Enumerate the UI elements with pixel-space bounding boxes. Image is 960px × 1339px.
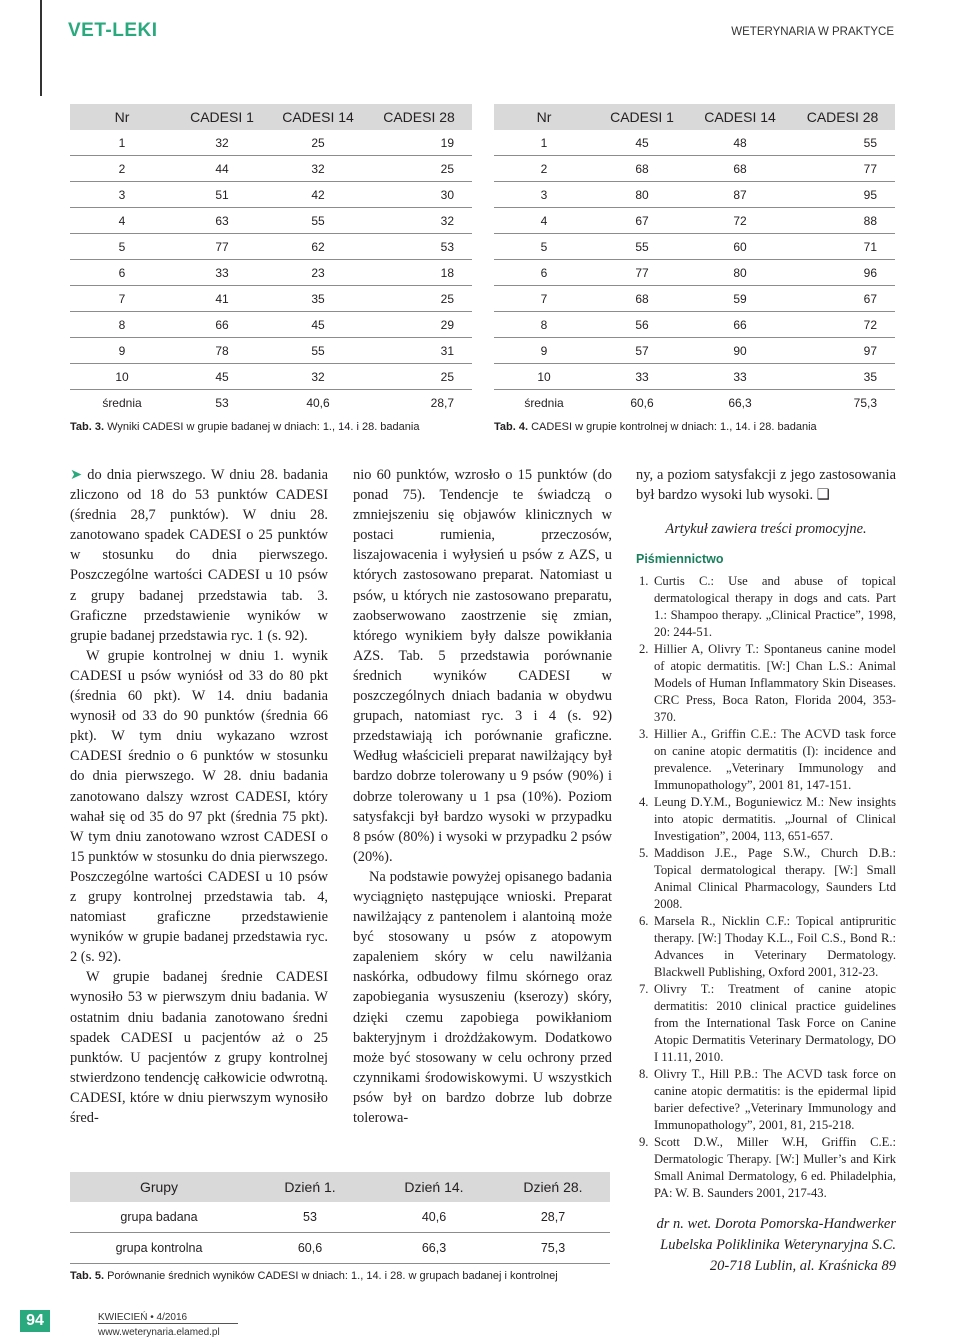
table-row [70,130,472,156]
paragraph: Na podstawie powyżej opisanego badania wyciągnięto następujące wnioski. Preparat nawilżający z pantenolem i alantoiną może być stosowany u psów z atopowym zapaleniem skóry w celu nawilżania naskórka, odbudowy filmu skórnego oraz zapobiegania wysuszeniu (kserozy) skóry, dzięki czemu zapobiega powikłaniom bakteryjnym i drożdżakowym. Dodatkowo może być stosowany w celu ochrony przed czynnikami środowiskowymi. U wszystkich psów był on bardzo dobrze lub dobrze tolerowa- [353,868,612,1126]
column-header: CADESI 28 [366,104,472,130]
table-cell: 57 [594,338,690,364]
reference-text: Maddison J.E., Page S.W., Church D.B.: Topical dermatological therapy. [W:] Small Animal Clinical Pharmacology, Saunders Ltd 2008. [654,846,896,912]
reference-text: Olivry T., Hill P.B.: The ACVD task force on canine atopic dermatitis: is the epidermal lipid barier defective? „Veterinary Immunology and Immunopathology”, 2001, 81, 215-218. [654,1067,896,1133]
reference-item [636,641,896,726]
column-header: CADESI 1 [174,104,270,130]
table-row [70,182,472,208]
reference-text: Scott D.W., Miller W.H, Griffin C.E.: Dermatologic Therapy. [W:] Muller’s and Kirk Small Animal Dermatology, 6 ed. Philadelphia, PA: W. B. Saunders 2001, 217-43. [654,1135,896,1201]
table-cell: 29 [366,312,472,338]
reference-number: 1. [639,574,649,589]
table-cell: 55 [594,234,690,260]
table-cell: 67 [790,286,895,312]
reference-item [636,845,896,913]
table-cell: 88 [790,208,895,234]
text-column-1 [70,465,328,1128]
reference-item [636,573,896,641]
table-cell: 48 [690,130,790,156]
reference-text: Leung D.Y.M., Boguniewicz M.: New insights into atopic dermatitis. „Journal of Clinical Investigation”, 2004, 113, 651-657. [654,795,896,844]
table-cell: 67 [594,208,690,234]
table-cell: 97 [790,338,895,364]
table-cell: 18 [366,260,472,286]
reference-text: Hillier A, Olivry T.: Spontaneus canine model of atopic dermatitis. [W:] Chan L.S.: Animal Models of Human Inflammatory Skin Diseases. CRC Press, Boca Raton, Florida 2004, 353-370. [654,642,896,725]
table-row [70,234,472,260]
header-rule [40,0,42,96]
table-cell: 7 [70,286,174,312]
table-cell: 28,7 [496,1202,610,1233]
reference-number: 7. [639,982,649,997]
table-cell: 4 [494,208,594,234]
table-cell: grupa badana [70,1202,248,1233]
author-name: dr n. wet. Dorota Pomorska-Handwerker [656,1216,896,1233]
issue-label: KWIECIEŃ • 4/2016 [98,1312,188,1323]
table-cell: 75,3 [853,395,877,410]
table-cell: 55 [270,208,366,234]
table-cell: 25 [366,286,472,312]
paragraph: W grupie kontrolnej w dniu 1. wynik CADESI u psów wyniósł od 33 do 80 pkt (średnia 60 pkt). W 14. dniu badania wynosił od 33 do 90 punktów (średnia 66 pkt). W tym dniu wykazano wzrost CADESI średnio o 6 punktów w stosunku do dnia pierwszego. W 28. dniu badania zanotowano dalszy wzrost CADESI, który wahał się od 35 do 97 pkt (średnia 75 pkt). W tym dniu zanotowano wzrost CADESI o 15 punktów w stosunku do dnia pierwszego. Poszczególne wartości CADESI u 10 psów z grupy kontrolnej przedstawia tab. 4, natomiast graficzne przedstawienie wyników w grupie badanej przedstawia ryc. 2 (s. 92). [70,647,328,966]
reference-number: 3. [639,727,649,742]
column-header: CADESI 14 [270,104,366,130]
table-cell: 96 [790,260,895,286]
table-cell: 35 [270,286,366,312]
reference-text: Marsela R., Nicklin C.F.: Topical antipruritic therapy. [W:] Thoday K.L., Foil C.S., Bond R.: Advances in Veterinary Dermatology. Blackwell Publishing, Oxford 2001, 312-23. [654,914,896,980]
table-cell: 35 [790,364,895,390]
paragraph: nio 60 punktów, wzrosło o 15 punktów (do ponad 75). Tendencje te świadczą o zmniejszeniu się objawów klinicznych w postaci rumienia, przeczosów, liszajowacenia i wyłysień u psów z AZS, u których zastosowano preparat. Natomiast u psów, u których nie zastosowano preparatu, zaobserwowano zaostrzenie się zmian, którego wynikiem były dalsze powikłania AZS. Tab. 5 przedstawia porównanie średnich wyników CADESI w poszczególnych dniach badania w obydwu grupach, natomiast ryc. 3 i 4 (s. 92) przedstawiają ich porównanie graficzne. Według właścicieli preparat nawilżający był bardzo dobrze tolerowany u 9 psów (90%) i dobrze tolerowany u 1 psa (10%). Poziom satysfakcji był bardzo wysoki w przypadku 8 psów (80%) i wysoki w przypadku 2 psów (20%). [353,467,612,865]
table-cell: 60 [690,234,790,260]
table5-block [70,1172,610,1282]
table-cell: 31 [366,338,472,364]
table-cell: 40,6 [306,395,330,410]
table-cell: 53 [366,234,472,260]
table-cell: 33 [174,260,270,286]
table-row [70,1233,610,1264]
table-cell: 51 [174,182,270,208]
reference-number: 2. [639,642,649,657]
website-url: www.weterynaria.elamed.pl [98,1327,220,1338]
reference-item [636,726,896,794]
table3-block [70,104,472,433]
table-cell: 25 [366,156,472,182]
table-cell: 1 [494,130,594,156]
references-title: Piśmiennictwo [636,552,724,567]
table-cell: 32 [270,364,366,390]
table-row [494,260,895,286]
table-row [494,234,895,260]
brand-title: VET-LEKI [68,20,158,41]
table-cell: 25 [366,364,472,390]
reference-item [636,981,896,1066]
table-row [70,390,472,416]
table-row [494,338,895,364]
table-cell: 33 [594,364,690,390]
table-cell: 23 [270,260,366,286]
text-column-2 [353,465,612,1128]
table-cell: 80 [690,260,790,286]
table-row [494,312,895,338]
reference-text: Hillier A., Griffin C.E.: The ACVD task force on canine atopic dermatitis (I): incidence and prevalence. „Veterinary Immunology and Immunopathology”, 2001 81, 147-151. [654,727,896,793]
table-cell: 60,6 [248,1233,372,1264]
author-address: 20-718 Lublin, al. Kraśnicka 89 [709,1258,896,1275]
table5-caption: Tab. 5. Porównanie średnich wyników CADESI w dniach: 1., 14. i 28. w grupach badanej i kontrolnej [70,1270,558,1282]
table-cell: 55 [270,338,366,364]
table-cell: 1 [70,130,174,156]
column-header: CADESI 1 [594,104,690,130]
table-cell: 42 [270,182,366,208]
table-cell: 45 [594,130,690,156]
table-cell: 77 [594,260,690,286]
table-cell: średnia [102,395,142,410]
table-cell: średnia [524,395,564,410]
table-cell: 66 [690,312,790,338]
table-cell: grupa kontrolna [70,1233,248,1264]
table-cell: 68 [594,286,690,312]
reference-text: Olivry T.: Treatment of canine atopic dermatitis: 2010 clinical practice guidelines from the International Task Force on Canine Atopic Dermatitis Veterinary Dermatology, DO I 11.11, 2010. [654,982,896,1065]
table-row [494,156,895,182]
table-cell: 10 [494,364,594,390]
table-header-row [70,104,472,130]
table-header-row [494,104,895,130]
table-cell: 95 [790,182,895,208]
table-cell: 59 [690,286,790,312]
author-block [636,1214,896,1277]
table-cell: 75,3 [496,1233,610,1264]
table-row [70,338,472,364]
table-cell: 53 [215,395,229,410]
table-row [494,130,895,156]
page-number: 94 [20,1310,50,1332]
table-cell: 60,6 [630,395,654,410]
table-cell: 19 [366,130,472,156]
table-cell: 66,3 [728,395,752,410]
table-cell: 30 [366,182,472,208]
table-cell: 8 [70,312,174,338]
table-cell: 80 [594,182,690,208]
table3 [70,104,472,415]
author-affiliation: Lubelska Poliklinika Weterynaryjna S.C. [660,1237,896,1254]
table-cell: 72 [690,208,790,234]
reference-number: 9. [639,1135,649,1150]
table-cell: 33 [690,364,790,390]
table-row [70,312,472,338]
table5 [70,1172,610,1264]
table-header-row [70,1172,610,1202]
table-cell: 44 [174,156,270,182]
table-row [494,208,895,234]
table-row [70,286,472,312]
table-cell: 8 [494,312,594,338]
table-cell: 9 [70,338,174,364]
table-cell: 77 [174,234,270,260]
reference-number: 5. [639,846,649,861]
table-cell: 77 [790,156,895,182]
table-cell: 10 [70,364,174,390]
table-cell: 66,3 [372,1233,496,1264]
table-cell: 66 [174,312,270,338]
table-cell: 45 [174,364,270,390]
promo-note: Artykuł zawiera treści promocyjne. [665,521,867,538]
table-cell: 3 [494,182,594,208]
table-cell: 90 [690,338,790,364]
table-cell: 4 [70,208,174,234]
table-cell: 5 [70,234,174,260]
table-cell: 87 [690,182,790,208]
reference-number: 4. [639,795,649,810]
table-cell: 68 [594,156,690,182]
reference-item [636,913,896,981]
column-header: Nr [70,104,174,130]
table-cell: 9 [494,338,594,364]
table-row [494,364,895,390]
footer-info [98,1311,220,1339]
column-header: Dzień 28. [496,1172,610,1202]
table-row [494,182,895,208]
paragraph: ➤ do dnia pierwszego. W dniu 28. badania zliczono od 18 do 53 punktów CADESI (średnia 28,7 punktów). W dniu 28. zanotowano spadek CADESI o 25 punktów w stosunku do dnia pierwszego. Poszczególne wartości CADESI u 10 psów z grupy badanej przedstawia tab. 3. Graficzne przedstawienie wyników w grupie badanej przedstawia ryc. 1 (s. 92). [70,467,328,644]
table-cell: 2 [70,156,174,182]
table-cell: 7 [494,286,594,312]
table-cell: 32 [270,156,366,182]
paragraph: ny, a poziom satysfakcji z jego zastosowania był bardzo wysoki lub wysoki. ❑ [636,467,896,504]
table3-caption: Tab. 3. Wyniki CADESI w grupie badanej w dniach: 1., 14. i 28. badania [70,421,420,433]
table4-block [494,104,895,433]
table-row [70,208,472,234]
table-cell: 40,6 [372,1202,496,1233]
table-cell: 56 [594,312,690,338]
references-list [636,573,896,1202]
table-cell: 53 [248,1202,372,1233]
table-cell: 6 [494,260,594,286]
table-cell: 32 [174,130,270,156]
table-row [70,1202,610,1233]
end-mark-icon: ❑ [816,487,830,504]
reference-number: 8. [639,1067,649,1082]
table-cell: 25 [270,130,366,156]
table-row [70,260,472,286]
column-header: Dzień 14. [372,1172,496,1202]
table-cell: 63 [174,208,270,234]
table4-caption: Tab. 4. CADESI w grupie kontrolnej w dniach: 1., 14. i 28. badania [494,421,817,433]
table-cell: 62 [270,234,366,260]
column-header: Dzień 1. [248,1172,372,1202]
table-cell: 55 [790,130,895,156]
paragraph: W grupie badanej średnie CADESI wynosiło 53 w pierwszym dniu badania. W ostatnim dniu badania zanotowano średni spadek CADESI u pacjentów aż o 25 punktów. U pacjentów z grupy kontrolnej stwierdzono tendencję całkowicie odwrotną. CADESI, które w dniu pierwszym wynosiło śred- [70,969,328,1126]
table4 [494,104,895,415]
text-column-3 [636,465,896,1277]
table-cell: 71 [790,234,895,260]
table-cell: 72 [790,312,895,338]
table-row [494,390,895,416]
reference-item [636,794,896,845]
reference-item [636,1066,896,1134]
reference-item [636,1134,896,1202]
reference-text: Curtis C.: Use and abuse of topical dermatological therapy in dogs and cats. Part 1.: Shampoo therapy. „Clinical Practice”, 1998, 20: 244-51. [654,574,896,640]
table-cell: 68 [690,156,790,182]
table-row [70,364,472,390]
reference-number: 6. [639,914,649,929]
table-cell: 3 [70,182,174,208]
table-cell: 32 [366,208,472,234]
table-cell: 6 [70,260,174,286]
column-header: CADESI 28 [790,104,895,130]
table-cell: 78 [174,338,270,364]
column-header: Grupy [70,1172,248,1202]
column-header: Nr [494,104,594,130]
table-cell: 28,7 [430,395,454,410]
table-cell: 2 [494,156,594,182]
journal-title: WETERYNARIA W PRAKTYCE [731,26,894,38]
continuation-arrow-icon: ➤ [70,467,83,483]
table-cell: 41 [174,286,270,312]
table-row [494,286,895,312]
table-cell: 5 [494,234,594,260]
table-cell: 45 [270,312,366,338]
table-row [70,156,472,182]
column-header: CADESI 14 [690,104,790,130]
